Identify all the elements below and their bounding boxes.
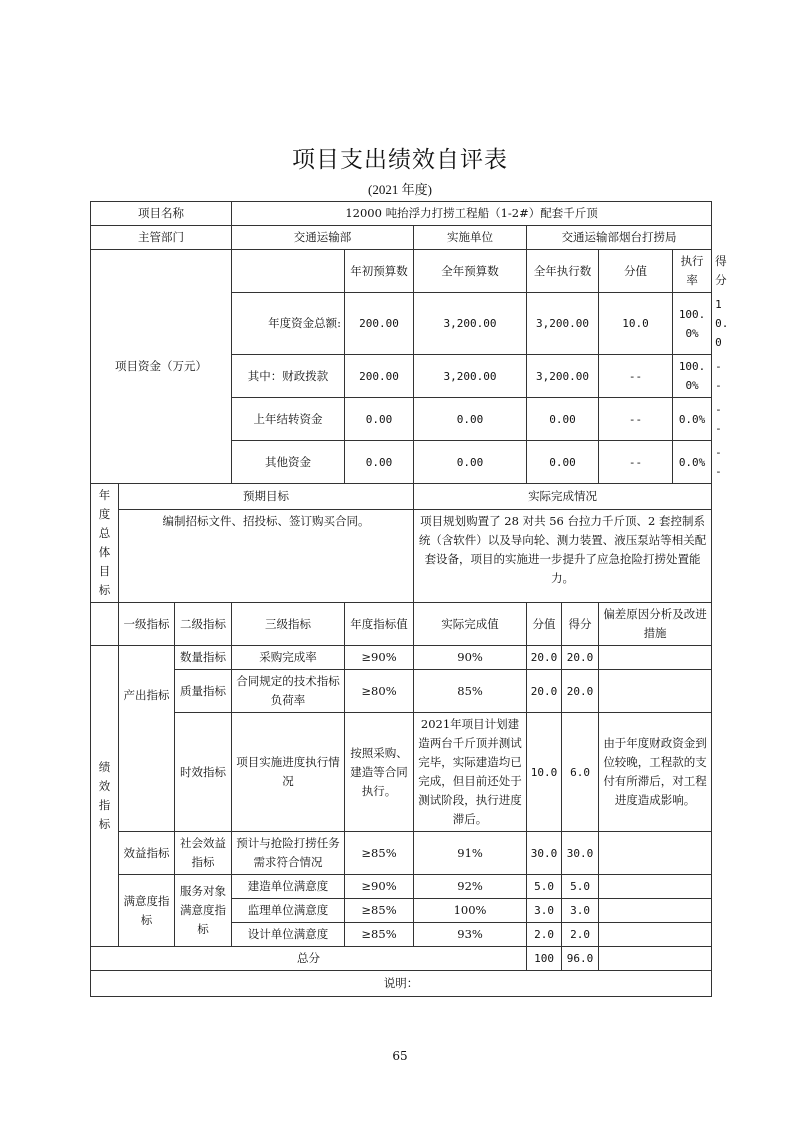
indicator-target: ≥85% [345, 832, 414, 875]
project-name-label: 项目名称 [91, 202, 232, 226]
indicator-reason [599, 832, 712, 875]
total-score: 96.0 [562, 947, 599, 971]
indicator-l2: 社会效益指标 [175, 832, 232, 875]
overall-header-row [91, 484, 712, 510]
funds-row-name: 其他资金 [232, 441, 345, 484]
expected-header: 预期目标 [119, 484, 414, 510]
indicator-value: 3.0 [527, 899, 562, 923]
indicator-value: 2.0 [527, 923, 562, 947]
funds-header-executed: 全年执行数 [527, 250, 599, 293]
department-row [91, 226, 712, 250]
page-title: 项目支出绩效自评表 [292, 147, 508, 173]
page-number: 65 [392, 1049, 408, 1063]
indicator-row [91, 875, 712, 899]
indicator-score: 2.0 [562, 923, 599, 947]
indicator-target: 按照采购、建造等合同执行。 [345, 713, 414, 832]
satisfaction-l2: 服务对象满意度指标 [175, 875, 232, 947]
indicator-l2: 数量指标 [175, 646, 232, 670]
funds-row-annual: 0.00 [414, 441, 527, 484]
actual-header: 实际完成情况 [414, 484, 712, 510]
performance-table [90, 201, 729, 997]
actual-goal: 项目规划购置了 28 对共 56 台拉力千斤顶、2 套控制系统（含软件）以及导向轮、测力装置、液压泵站等相关配套设备，项目的实施进一步提升了应急抢险打捞处置能力。 [414, 510, 712, 603]
indicator-header-row [91, 603, 712, 646]
indicator-actual: 90% [414, 646, 527, 670]
funds-row-value: 10.0 [599, 293, 673, 355]
indicator-actual: 100% [414, 899, 527, 923]
funds-row: 上年结转资金 0.00 0.00 0.00 -- 0.0% -- [91, 398, 712, 441]
indicator-header-actual: 实际完成值 [414, 603, 527, 646]
total-row [91, 947, 712, 971]
indicator-l3: 监理单位满意度 [232, 899, 345, 923]
funds-row-value: -- [599, 441, 673, 484]
indicator-header-value: 分值 [527, 603, 562, 646]
indicator-reason [599, 875, 712, 899]
indicator-score: 20.0 [562, 646, 599, 670]
indicator-score: 30.0 [562, 832, 599, 875]
indicator-l3: 预计与抢险打捞任务需求符合情况 [232, 832, 345, 875]
total-label: 总分 [91, 947, 527, 971]
funds-row-annual: 3,200.00 [414, 355, 527, 398]
indicator-header-l3: 三级指标 [232, 603, 345, 646]
funds-row-executed: 0.00 [527, 398, 599, 441]
funds-row-initial: 200.00 [345, 355, 414, 398]
indicator-score: 6.0 [562, 713, 599, 832]
indicator-header-reason: 偏差原因分析及改进措施 [599, 603, 712, 646]
indicator-row [91, 670, 712, 713]
indicator-value: 20.0 [527, 670, 562, 713]
indicator-score: 3.0 [562, 899, 599, 923]
funds-row-value: -- [599, 398, 673, 441]
indicator-l3: 设计单位满意度 [232, 923, 345, 947]
funds-row-value: -- [599, 355, 673, 398]
funds-row-annual: 0.00 [414, 398, 527, 441]
indicator-row [91, 646, 712, 670]
indicator-row [91, 713, 712, 832]
funds-row-executed: 0.00 [527, 441, 599, 484]
indicator-target: ≥90% [345, 646, 414, 670]
indicator-header-target: 年度指标值 [345, 603, 414, 646]
indicator-target: ≥85% [345, 923, 414, 947]
total-blank [599, 947, 712, 971]
benefit-label: 效益指标 [119, 832, 175, 875]
department-value: 交通运输部 [232, 226, 414, 250]
performance-label [91, 646, 119, 947]
funds-row-initial: 0.00 [345, 441, 414, 484]
overall-content-row [91, 510, 712, 603]
indicator-value: 20.0 [527, 646, 562, 670]
indicator-reason [599, 670, 712, 713]
indicator-l3: 建造单位满意度 [232, 875, 345, 899]
expected-goal: 编制招标文件、招投标、签订购买合同。 [119, 510, 414, 603]
indicator-l3: 采购完成率 [232, 646, 345, 670]
funds-header-annual: 全年预算数 [414, 250, 527, 293]
indicator-actual: 93% [414, 923, 527, 947]
department-label: 主管部门 [91, 226, 232, 250]
indicator-reason [599, 646, 712, 670]
funds-header-initial: 年初预算数 [345, 250, 414, 293]
funds-row: 年度资金总额: 200.00 3,200.00 3,200.00 10.0 100.0% 10.0 [91, 293, 712, 355]
funds-header-value: 分值 [599, 250, 673, 293]
indicator-target: ≥90% [345, 875, 414, 899]
indicator-actual: 91% [414, 832, 527, 875]
indicator-actual: 85% [414, 670, 527, 713]
funds-header-blank [232, 250, 345, 293]
indicator-value: 5.0 [527, 875, 562, 899]
funds-header-row: 项目资金（万元） 年初预算数 全年预算数 全年执行数 分值 执行率 得分 [91, 250, 712, 293]
funds-row-rate: 100.0% [673, 293, 712, 355]
indicator-header-l2: 二级指标 [175, 603, 232, 646]
satisfaction-label: 满意度指标 [119, 875, 175, 947]
indicator-reason [599, 899, 712, 923]
funds-row-initial: 200.00 [345, 293, 414, 355]
indicator-l2: 时效指标 [175, 713, 232, 832]
indicator-row [91, 832, 712, 875]
indicator-actual: 2021年项目计划建造两台千斤顶并测试完毕，实际建造均已完成，但目前还处于测试阶段，执行进度滞后。 [414, 713, 527, 832]
indicator-reason [599, 923, 712, 947]
indicator-value: 10.0 [527, 713, 562, 832]
project-row [91, 202, 712, 226]
funds-row-name: 上年结转资金 [232, 398, 345, 441]
funds-row-rate: 0.0% [673, 398, 712, 441]
indicator-header-blank [91, 603, 119, 646]
funds-row-rate: 100.0% [673, 355, 712, 398]
indicator-l2: 质量指标 [175, 670, 232, 713]
indicator-reason: 由于年度财政资金到位较晚，工程款的支付有所滞后，对工程进度造成影响。 [599, 713, 712, 832]
overall-label [91, 484, 119, 603]
indicator-target: ≥85% [345, 899, 414, 923]
indicator-target: ≥80% [345, 670, 414, 713]
output-label: 产出指标 [119, 646, 175, 832]
funds-row: 其他资金 0.00 0.00 0.00 -- 0.0% -- [91, 441, 712, 484]
indicator-score: 5.0 [562, 875, 599, 899]
indicator-value: 30.0 [527, 832, 562, 875]
total-value: 100 [527, 947, 562, 971]
performance-label-text: 绩效指标 [98, 760, 111, 831]
funds-row-executed: 3,200.00 [527, 293, 599, 355]
overall-label-text: 年度总体目标 [98, 488, 111, 597]
funds-row: 其中：财政拨款 200.00 3,200.00 3,200.00 -- 100.0% -- [91, 355, 712, 398]
funds-row-executed: 3,200.00 [527, 355, 599, 398]
funds-row-initial: 0.00 [345, 398, 414, 441]
funds-row-name: 其中：财政拨款 [232, 355, 345, 398]
indicator-header-score: 得分 [562, 603, 599, 646]
impl-unit-value: 交通运输部烟台打捞局 [527, 226, 712, 250]
funds-header-rate: 执行率 [673, 250, 712, 293]
funds-row-rate: 0.0% [673, 441, 712, 484]
impl-unit-label: 实施单位 [414, 226, 527, 250]
note-row [91, 971, 712, 997]
indicator-l3: 项目实施进度执行情况 [232, 713, 345, 832]
note-label: 说明： [91, 971, 712, 997]
fiscal-year: (2021 年度) [368, 182, 432, 197]
funds-label: 项目资金（万元） [91, 250, 232, 484]
indicator-actual: 92% [414, 875, 527, 899]
project-name-value: 12000 吨抬浮力打捞工程船（1-2#）配套千斤顶 [232, 202, 712, 226]
indicator-l3: 合同规定的技术指标负荷率 [232, 670, 345, 713]
indicator-score: 20.0 [562, 670, 599, 713]
funds-row-annual: 3,200.00 [414, 293, 527, 355]
funds-row-name: 年度资金总额: [232, 293, 345, 355]
indicator-header-l1: 一级指标 [119, 603, 175, 646]
